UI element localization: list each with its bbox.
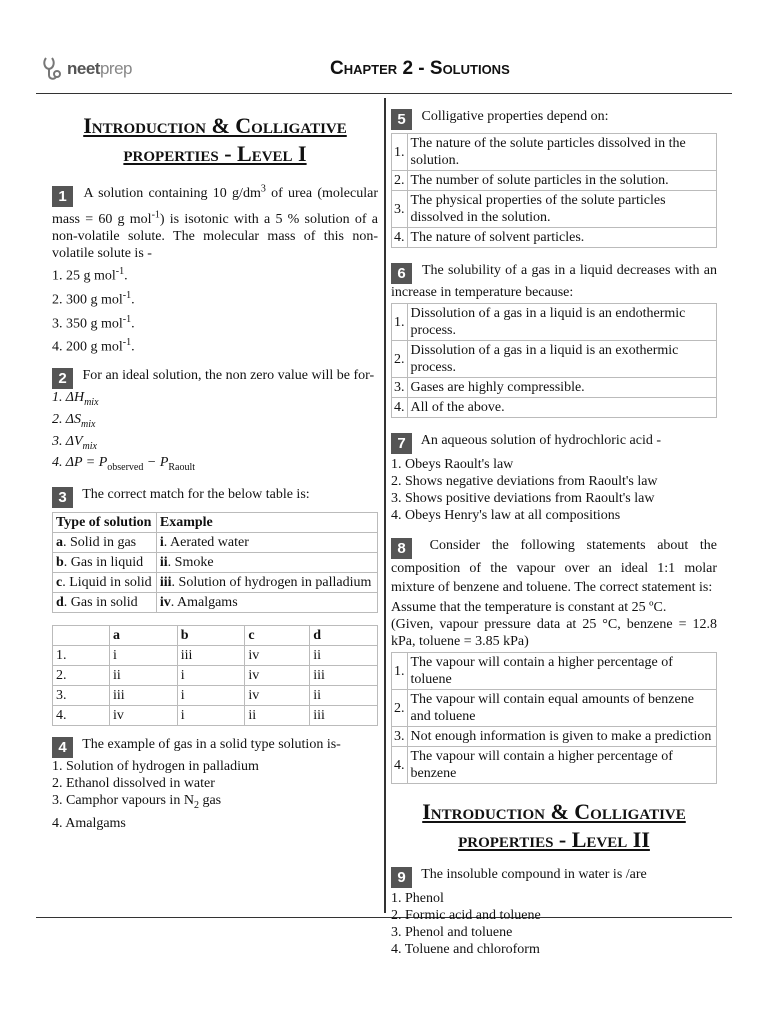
- match-header-example: Example: [156, 513, 377, 533]
- header-rule: [36, 93, 732, 94]
- option-1[interactable]: 1. Solution of hydrogen in palladium: [52, 759, 259, 775]
- options-table: [391, 133, 717, 248]
- right-column: [391, 108, 717, 968]
- option-4[interactable]: 4. Amalgams: [52, 815, 126, 831]
- option-4[interactable]: 4. $\Delta P = P_{observed} - P_{Raoult}$: [52, 455, 196, 474]
- table-row[interactable]: 4. iv i ii iii: [53, 706, 378, 726]
- table-row[interactable]: 1. i iii iv ii: [53, 646, 378, 666]
- question-1: [52, 180, 378, 357]
- question-number: 7: [391, 433, 412, 454]
- option-2[interactable]: 2. $\Delta S_{mix}$: [52, 411, 96, 430]
- question-number: 4: [52, 737, 73, 758]
- option-row-3[interactable]: 3. The physical properties of the solute particles dissolved in the solution.: [392, 191, 717, 228]
- option-row-1[interactable]: 1. The nature of the solute particles dissolved in the solution.: [392, 134, 717, 171]
- question-number: 1: [52, 186, 73, 207]
- logo-text: neetprep: [67, 59, 132, 78]
- option-2[interactable]: 2. Shows negative deviations from Raoult's law: [391, 474, 658, 489]
- question-text: The example of gas in a solid type solution is-: [82, 737, 341, 753]
- table-row: a. Solid in gas i. Aerated water: [53, 533, 378, 553]
- question-7: [391, 432, 717, 524]
- option-2[interactable]: 2. 300 g mol$^{-1}$.: [52, 289, 135, 308]
- options-table: [391, 652, 717, 784]
- column-divider: [384, 98, 386, 913]
- table-row: d. Gas in solid iv. Amalgams: [53, 593, 378, 613]
- answer-table: a b c d 1. i iii iv ii 2. ii i iv iii 3. iii i iv ii 4. iv i ii iii: [52, 625, 378, 726]
- option-2[interactable]: 2. Formic acid and toluene: [391, 908, 541, 923]
- chapter-title: Chapter 2 - Solutions: [330, 58, 510, 79]
- option-row-3[interactable]: 3. Not enough information is given to make a prediction: [392, 727, 717, 747]
- question-5: [391, 108, 717, 248]
- table-row: b. Gas in liquid ii. Smoke: [53, 553, 378, 573]
- option-1[interactable]: 1. 25 g mol$^{-1}$.: [52, 266, 128, 284]
- table-row: c. Liquid in solid iii. Solution of hydrogen in palladium: [53, 573, 378, 593]
- question-text: A solution containing 10 $g/dm^3$ of urea (molecular mass = 60 g mol$^{-1}$) is isotonic with a 5 % solution of a non-volatile solute. The molecular mass of this non-volatile solute is -: [52, 183, 378, 262]
- left-column: [52, 110, 378, 843]
- option-row-4[interactable]: 4. The nature of solvent particles.: [392, 228, 717, 248]
- option-2[interactable]: 2. Ethanol dissolved in water: [52, 776, 215, 792]
- option-row-2[interactable]: 2. The number of solute particles in the solution.: [392, 171, 717, 191]
- option-1[interactable]: 1. Obeys Raoult's law: [391, 457, 514, 472]
- option-row-2[interactable]: 2. The vapour will contain equal amounts of benzene and toluene: [392, 690, 717, 727]
- table-row[interactable]: 3. iii i iv ii: [53, 686, 378, 706]
- match-table: [52, 512, 378, 613]
- question-text: Consider the following statements about the composition of the vapour over an ideal 1:1 molar mixture of benzene and toluene. The correct statement is:: [391, 538, 718, 595]
- option-4[interactable]: 4. Toluene and chloroform: [391, 942, 540, 957]
- table-row[interactable]: 2. ii i iv iii: [53, 666, 378, 686]
- section-title-level-1: Introduction & Colligative properties - Level I: [83, 113, 347, 166]
- question-number: 5: [391, 109, 412, 130]
- option-3[interactable]: 3. Camphor vapours in $N_2$ gas: [52, 793, 222, 811]
- match-header-type: Type of solution: [53, 513, 157, 533]
- stethoscope-icon: [42, 56, 64, 82]
- option-3[interactable]: 3. 350 g mol$^{-1}$.: [52, 313, 135, 332]
- option-row-2[interactable]: 2. Dissolution of a gas in a liquid is an exothermic process.: [392, 341, 717, 378]
- question-text: Colligative properties depend on:: [421, 109, 609, 124]
- question-number: 6: [391, 263, 412, 284]
- question-text: The insoluble compound in water is /are: [421, 867, 647, 882]
- option-row-3[interactable]: 3. Gases are highly compressible.: [392, 378, 717, 398]
- question-number: 9: [391, 867, 412, 888]
- question-2: [52, 367, 378, 476]
- option-row-1[interactable]: 1. Dissolution of a gas in a liquid is an endothermic process.: [392, 304, 717, 341]
- option-row-4[interactable]: 4. All of the above.: [392, 398, 717, 418]
- question-9: [391, 866, 717, 958]
- option-4[interactable]: 4. Obeys Henry's law at all compositions: [391, 508, 621, 523]
- option-3[interactable]: 3. Shows positive deviations from Raoult's law: [391, 491, 655, 506]
- neetprep-logo: [42, 56, 132, 82]
- question-text: For an ideal solution, the non zero value will be for-: [82, 367, 375, 383]
- option-row-4[interactable]: 4. The vapour will contain a higher percentage of benzene: [392, 747, 717, 784]
- question-8: [391, 536, 717, 784]
- question-number: 2: [52, 368, 73, 389]
- option-1[interactable]: 1. $\Delta H_{mix}$: [52, 389, 99, 408]
- option-4[interactable]: 4. 200 g mol$^{-1}$.: [52, 337, 135, 355]
- options-table: [391, 303, 717, 418]
- question-4: [52, 736, 378, 833]
- option-3[interactable]: 3. Phenol and toluene: [391, 925, 513, 940]
- question-number: 8: [391, 538, 412, 559]
- option-1[interactable]: 1. Phenol: [391, 891, 444, 906]
- question-text: The correct match for the below table is:: [82, 487, 310, 503]
- question-text: An aqueous solution of hydrochloric acid -: [420, 433, 662, 448]
- question-text: The solubility of a gas in a liquid decreases with an increase in temperature because:: [391, 263, 717, 300]
- section-title-level-2: Introduction & Colligative properties - Level II: [422, 799, 686, 852]
- given-text: (Given, vapour pressure data at 25 °C, benzene = 12.8 kPa, toluene = 3.85 kPa): [391, 617, 717, 649]
- option-3[interactable]: 3. $\Delta V_{mix}$: [52, 433, 97, 452]
- question-6: [391, 262, 717, 418]
- option-row-1[interactable]: 1. The vapour will contain a higher percentage of toluene: [392, 653, 717, 690]
- question-3: [52, 486, 378, 726]
- assumption-text: Assume that the temperature is constant at 25 ºC.: [391, 600, 667, 615]
- question-number: 3: [52, 487, 73, 508]
